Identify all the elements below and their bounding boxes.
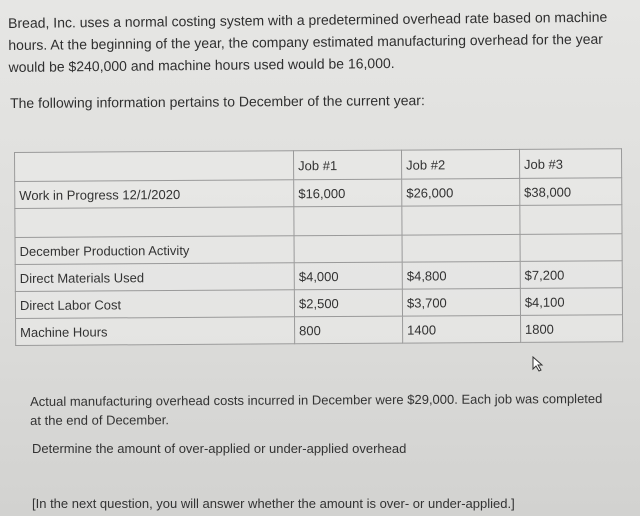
row-label: Machine Hours — [16, 317, 295, 346]
tail-line-2: at the end of December. — [30, 412, 169, 428]
blank-cell — [294, 206, 402, 236]
dm-job-2: $4,800 — [402, 261, 520, 289]
blank-cell — [520, 234, 622, 262]
job-cost-table — [14, 148, 623, 346]
wip-job-1: $16,000 — [294, 179, 402, 207]
mouse-pointer-icon — [532, 356, 546, 372]
intro-line-1: Bread, Inc. uses a normal costing system with a predetermined overhead rate based on machine — [8, 8, 608, 31]
section-label: December Production Activity — [15, 236, 294, 265]
actual-overhead-paragraph — [30, 389, 620, 430]
mh-job-2: 1400 — [403, 315, 521, 343]
table-row-section — [15, 234, 622, 265]
next-question-note: [In the next question, you will answer whether the amount is over- or under-applied.] — [32, 496, 515, 511]
header-blank-cell — [15, 151, 294, 182]
table-header-row — [15, 149, 622, 182]
dm-job-1: $4,000 — [294, 262, 402, 290]
intro-line-3: would be $240,000 and machine hours used would be 16,000. — [8, 54, 395, 75]
header-job-2: Job #2 — [402, 149, 520, 179]
intro-paragraph — [8, 6, 609, 78]
table-row-blank — [15, 205, 622, 238]
table-row-wip — [15, 178, 622, 209]
header-job-1: Job #1 — [294, 150, 402, 180]
tail-line-1: Actual manufacturing overhead costs incurred in December were $29,000. Each job was completed — [30, 391, 603, 409]
row-label: Direct Materials Used — [15, 263, 294, 292]
blank-cell — [294, 235, 402, 263]
mh-job-3: 1800 — [520, 315, 622, 343]
row-label: Work in Progress 12/1/2020 — [15, 180, 294, 209]
dl-job-2: $3,700 — [402, 288, 520, 316]
blank-cell — [402, 205, 520, 235]
table-row-direct-labor — [15, 288, 622, 319]
mh-job-1: 800 — [295, 316, 403, 344]
wip-job-3: $38,000 — [520, 178, 622, 206]
table-intro: The following information pertains to December of the current year: — [10, 92, 425, 111]
intro-line-2: hours. At the beginning of the year, the company estimated manufacturing overhead for the year — [8, 30, 603, 53]
table-row-machine-hours — [16, 315, 623, 346]
blank-cell — [15, 207, 294, 238]
dm-job-3: $7,200 — [520, 261, 622, 289]
header-job-3: Job #3 — [519, 149, 621, 179]
question-prompt: Determine the amount of over-applied or under-applied overhead — [32, 441, 407, 456]
table-row-direct-materials — [15, 261, 622, 292]
dl-job-3: $4,100 — [520, 288, 622, 316]
row-label: Direct Labor Cost — [15, 290, 294, 319]
wip-job-2: $26,000 — [402, 178, 520, 206]
blank-cell — [402, 234, 520, 262]
blank-cell — [520, 205, 622, 235]
dl-job-1: $2,500 — [294, 289, 402, 317]
